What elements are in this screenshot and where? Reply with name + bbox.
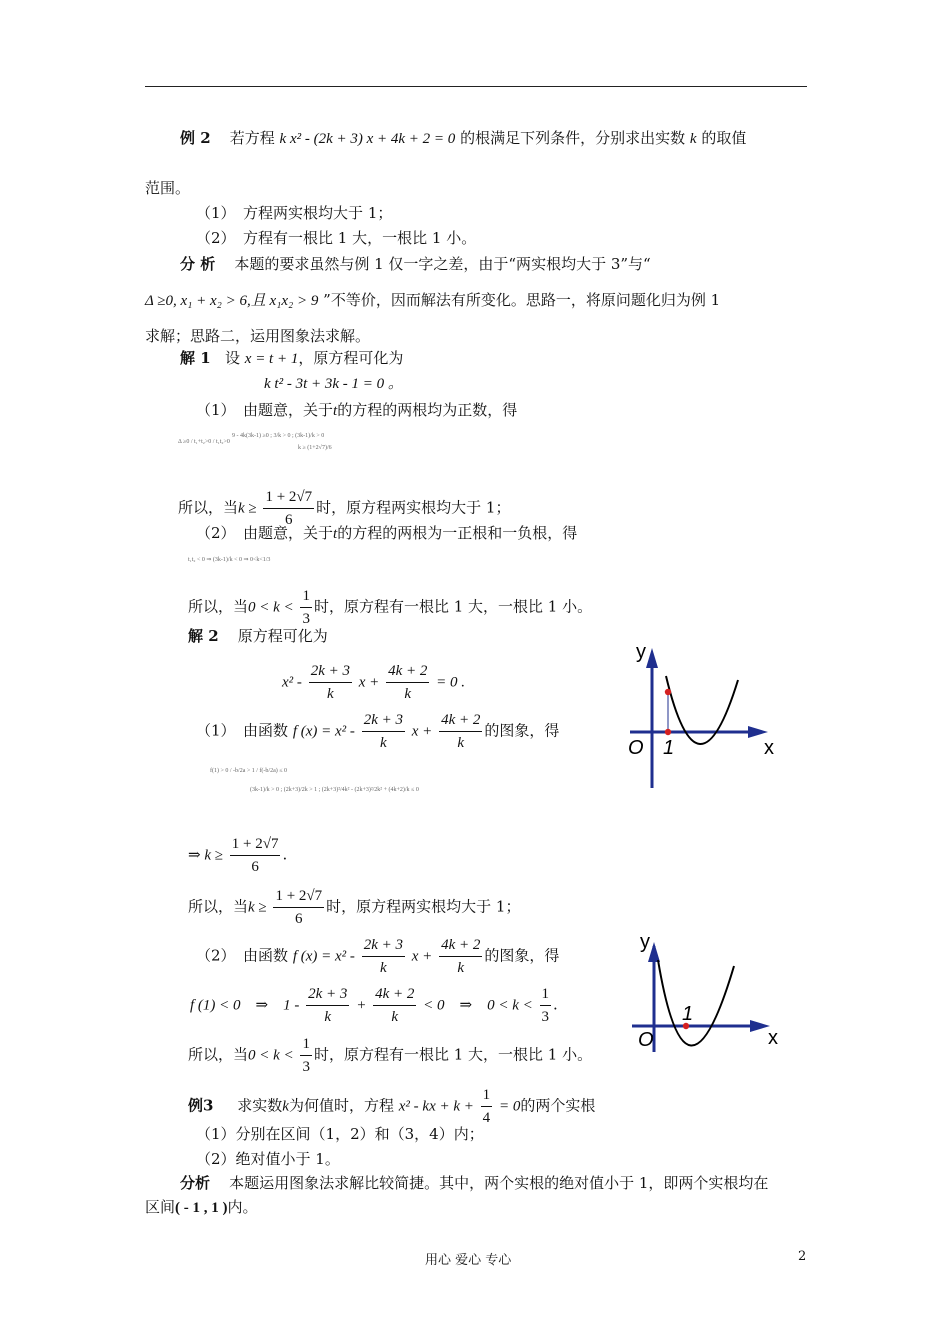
condition-2: （2） 方程有一根比 1 大，一根比 1 小。: [196, 229, 477, 247]
fraction: [300, 1033, 312, 1078]
substitution-equation: x = t + 1: [244, 351, 299, 367]
fraction-denominator: 6: [285, 512, 293, 528]
solution2-text: 的图象，得: [484, 721, 560, 740]
example3-label: 例3: [188, 1096, 214, 1115]
example2-equation: k x² - (2k + 3) x + 4k + 2 = 0: [279, 131, 456, 147]
solution1-result2: [188, 585, 592, 630]
fraction: [362, 709, 405, 754]
result-text: 时，原方程两实根均大于 1；: [326, 897, 521, 916]
fraction-denominator: 3: [302, 1059, 310, 1075]
fraction: [373, 983, 416, 1028]
x-label: x: [764, 737, 774, 759]
solution2-part1: [196, 709, 559, 754]
variable-k: k: [282, 1098, 289, 1115]
fraction: [540, 983, 552, 1028]
fraction-denominator: 4: [482, 1110, 491, 1126]
example3-text: 求实数: [237, 1096, 283, 1115]
transformed-equation: k t² - 3t + 3k - 1 = 0 。: [264, 376, 403, 392]
fraction: [306, 983, 349, 1028]
analysis3-text: 本题运用图象法求解比较简捷。其中，两个实根的绝对值小于 1，即两个实根均在: [229, 1174, 769, 1192]
result-math: 0 < k <: [248, 1047, 294, 1064]
fraction: [439, 934, 482, 979]
analysis-text: 本题的要求虽然与例 1 仅一字之差，由于“两实根均大于 3”与“: [234, 255, 651, 273]
example3-text: 的两个实根: [520, 1096, 596, 1115]
result-math: 0 < k <: [248, 599, 294, 616]
analysis3-text: 区间: [145, 1198, 176, 1216]
equation-part: x +: [411, 948, 433, 965]
variable-t: t: [333, 403, 338, 419]
result-text: 所以，当: [178, 498, 239, 517]
solution2-text: （1） 由函数: [196, 721, 289, 740]
analysis3-label: 分析: [180, 1174, 211, 1192]
page-number: 2: [798, 1249, 807, 1264]
solution1-text: 的方程的两根均为正数，得: [337, 401, 518, 419]
punctuation: .: [553, 995, 558, 1014]
solution1-line: [180, 348, 403, 369]
inequality-part: < 0 ⇒ 0 < k <: [423, 997, 533, 1014]
solution1-text: （2） 由题意，关于: [196, 524, 334, 542]
footer-text: 用心 爱心 专心: [425, 1253, 512, 1268]
tiny-formula: k ≥ (1+2√7)/6: [298, 445, 332, 451]
parabola-curve: [666, 676, 738, 744]
implies-math: ⇒ k ≥: [188, 847, 223, 864]
fraction-numerator: 4k + 2: [386, 660, 429, 683]
interval-math: ( - 1 , 1 ): [175, 1200, 228, 1216]
solution1-part2: [196, 523, 577, 544]
variable-t: t: [333, 526, 338, 542]
fraction-numerator: 1: [300, 1033, 312, 1056]
fraction: [362, 934, 405, 979]
fraction-numerator: 4k + 2: [439, 709, 482, 732]
fraction-numerator: 2k + 3: [362, 709, 405, 732]
solution1-part1: [196, 400, 517, 421]
tiny-formula: f(1) > 0 / -b/2a > 1 / f(-b/2a) ≤ 0: [210, 768, 288, 774]
solution2-line: [188, 626, 328, 646]
result-text: 所以，当: [188, 897, 249, 916]
fraction-denominator: k: [324, 1009, 332, 1025]
y-axis-arrow: [646, 648, 658, 668]
fraction: [481, 1084, 493, 1129]
solution2-text: （2） 由函数: [196, 946, 289, 965]
example2-label: 例 2: [180, 129, 211, 147]
fraction-numerator: 2k + 3: [309, 660, 352, 683]
fraction-numerator: 1: [300, 585, 312, 608]
fraction-numerator: 1: [481, 1084, 493, 1107]
fraction-numerator: 1 + 2√7: [263, 486, 314, 509]
fraction: [273, 885, 324, 930]
solution2-text: 原方程可化为: [237, 627, 328, 645]
analysis-line: [180, 254, 651, 274]
example2-text: 的取值: [701, 129, 747, 147]
analysis3-line: [180, 1173, 768, 1193]
equation-part: x² -: [282, 674, 302, 691]
x-label: x: [768, 1027, 778, 1049]
fraction-numerator: 1: [540, 983, 552, 1006]
equation-part: x +: [411, 723, 433, 740]
solution1-text: 的方程的两根为一正根和一负根，得: [337, 524, 578, 542]
origin-label: O: [628, 737, 644, 759]
fraction: [309, 660, 352, 705]
result-text: 所以，当: [188, 597, 249, 616]
equation-part: = 0 .: [436, 674, 465, 691]
fraction: [300, 585, 312, 630]
fraction-denominator: k: [391, 1009, 399, 1025]
fraction: [230, 833, 281, 878]
example2-line: 范围。: [145, 179, 191, 197]
x-axis-arrow: [750, 1020, 770, 1032]
solution2-equation: [282, 660, 465, 705]
solution1-text: （1） 由题意，关于: [196, 401, 334, 419]
solution2-inequality: [190, 983, 558, 1028]
analysis-line: [145, 290, 720, 311]
fraction-denominator: k: [404, 686, 412, 702]
tiny-formula: 9 - 4k(3k-1) ≥0 ; 3/k > 0 ; (3k-1)/k > 0: [232, 433, 325, 439]
equation-part: x +: [358, 674, 380, 691]
tiny-formula: (3k-1)/k > 0 ; (2k+3)/2k > 1 ; (2k+3)²/4k² - (2k+3)²/2k² + (4k+2)/k ≤ 0: [250, 787, 419, 793]
solution2-implies: [188, 833, 287, 878]
fraction: [439, 709, 482, 754]
fraction-numerator: 2k + 3: [362, 934, 405, 957]
variable-k: k: [689, 131, 697, 147]
fraction-denominator: k: [380, 960, 387, 976]
fraction-numerator: 1 + 2√7: [230, 833, 281, 856]
analysis3-text: 内。: [227, 1198, 258, 1216]
analysis-math: Δ ≥0, x₁ + x₂ > 6,且 x₁x₂ > 9: [145, 293, 319, 309]
solution1-label: 解 1: [180, 349, 211, 367]
example3-condition-1: （1）分别在区间（1，2）和（3，4）内；: [196, 1125, 484, 1143]
result-math: k ≥: [248, 899, 267, 916]
fraction-denominator: 3: [541, 1009, 550, 1025]
parabola-graph-1: [610, 640, 790, 790]
y-label: y: [640, 931, 650, 953]
function-expression: f (x) = x² -: [292, 948, 355, 965]
fraction-numerator: 1 + 2√7: [273, 885, 324, 908]
parabola-curve: [658, 960, 734, 1046]
fraction-denominator: 6: [295, 911, 303, 927]
solution2-label: 解 2: [188, 627, 219, 645]
analysis3-line: [145, 1197, 258, 1218]
solution1-text: ，原方程可化为: [298, 349, 404, 367]
example3-line: [188, 1084, 595, 1129]
fraction-denominator: 6: [251, 859, 259, 875]
example2-text: 若方程: [229, 129, 275, 147]
fraction-numerator: 2k + 3: [306, 983, 349, 1006]
result-text: 时，原方程有一根比 1 大，一根比 1 小。: [313, 1045, 593, 1064]
fraction-denominator: k: [326, 686, 334, 702]
one-label: 1: [682, 1003, 694, 1025]
origin-label: O: [638, 1029, 654, 1051]
fraction-denominator: 3: [302, 611, 310, 627]
one-label: 1: [663, 737, 675, 759]
equation-part: x² - kx + k +: [398, 1098, 474, 1115]
example2-line: [180, 128, 746, 149]
inequality-part: +: [356, 997, 367, 1014]
example2-text: 的根满足下列条件，分别求出实数: [460, 129, 686, 147]
header-rule: [145, 86, 807, 87]
result-text: 所以，当: [188, 1045, 249, 1064]
example3-condition-2: （2）绝对值小于 1。: [196, 1150, 340, 1168]
tiny-formula: Δ ≥0 / t₁+t₂>0 / t₁t₂>0: [178, 439, 230, 445]
analysis-text: ”不等价，因而解法有所变化。思路一，将原问题化归为例 1: [323, 291, 721, 309]
parabola-graph-2: [620, 928, 790, 1058]
result-math: k ≥: [238, 500, 257, 517]
solution2-result2: [188, 1033, 592, 1078]
fraction-numerator: 4k + 2: [373, 983, 416, 1006]
point-f1: [665, 689, 671, 695]
punctuation: .: [282, 845, 288, 864]
example3-text: 为何值时，方程: [288, 1096, 394, 1115]
solution2-result1: [188, 885, 520, 930]
point-one: [665, 729, 671, 735]
solution2-part2: [196, 934, 559, 979]
fraction-numerator: 4k + 2: [439, 934, 482, 957]
fraction: [386, 660, 429, 705]
tiny-formula: t₁t₂ < 0 ⇒ (3k-1)/k < 0 ⇒ 0<k<1/3: [188, 557, 271, 563]
analysis-label: 分 析: [180, 255, 216, 273]
result-text: 时，原方程有一根比 1 大，一根比 1 小。: [313, 597, 593, 616]
fraction-denominator: k: [380, 735, 387, 751]
inequality-part: f (1) < 0 ⇒ 1 -: [190, 997, 300, 1014]
equation-part: = 0: [498, 1098, 521, 1115]
function-expression: f (x) = x² -: [292, 723, 355, 740]
solution1-text: 设: [224, 349, 240, 367]
fraction-denominator: k: [457, 735, 465, 751]
result-text: 时，原方程两实根均大于 1；: [316, 498, 511, 517]
solution2-text: 的图象，得: [484, 946, 560, 965]
condition-1: （1） 方程两实根均大于 1；: [196, 204, 393, 222]
y-label: y: [636, 641, 646, 663]
fraction-denominator: k: [457, 960, 465, 976]
analysis-line: 求解；思路二，运用图象法求解。: [145, 327, 371, 345]
